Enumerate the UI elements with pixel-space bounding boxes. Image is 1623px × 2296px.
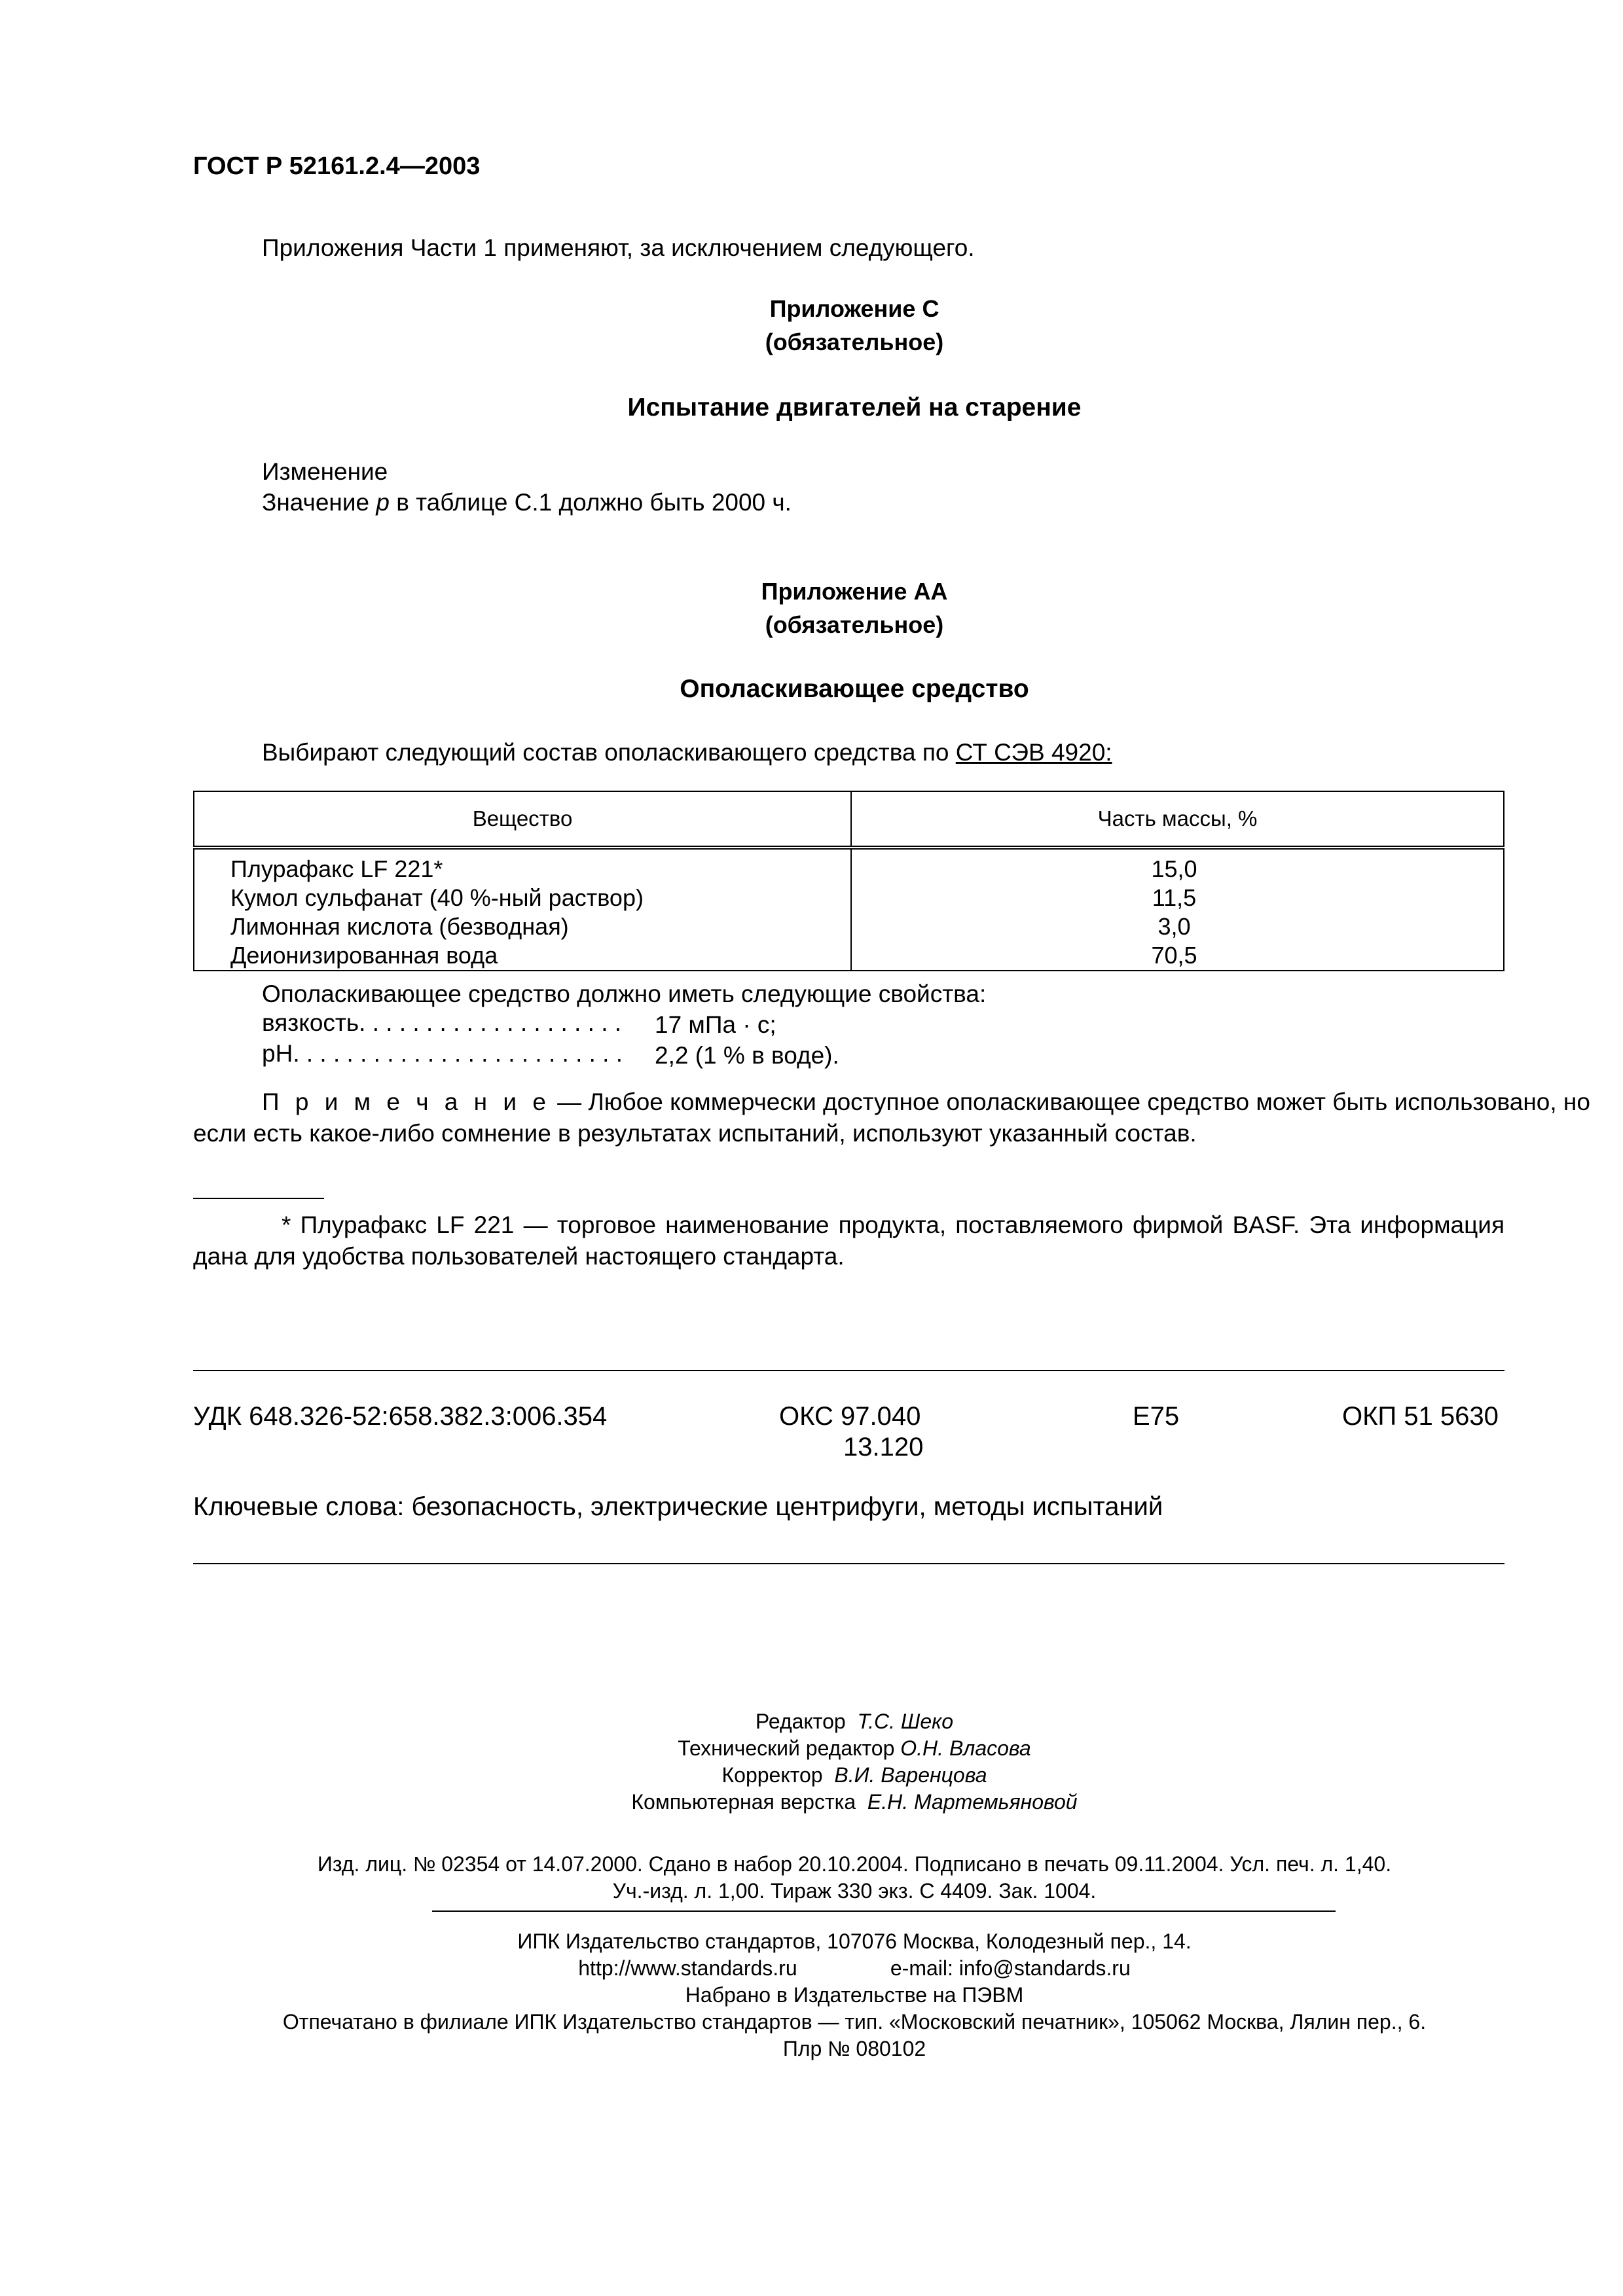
annex-c-title: Приложение C	[769, 295, 939, 322]
oks-code-2: 13.120	[843, 1433, 924, 1462]
oks-code-1: ОКС 97.040	[779, 1402, 921, 1431]
credit-label: Корректор	[721, 1763, 823, 1787]
note-label: П р и м е ч а н и е	[262, 1088, 551, 1115]
composition-table	[193, 791, 1504, 971]
mass-cell: 11,5	[851, 884, 1504, 912]
property-viscosity-value: 17 мПа · с;	[655, 1011, 776, 1038]
mass-cell: 3,0	[851, 912, 1504, 941]
credit-name: В.И. Варенцова	[834, 1763, 987, 1787]
publication-line-7: Плр № 080102	[782, 2037, 926, 2060]
table-row	[194, 848, 1504, 884]
publisher-url[interactable]: http://www.standards.ru	[578, 1956, 797, 1980]
note-line-1	[262, 1086, 1590, 1117]
property-dots: . . . . . . . . . . . . . . . . . . . . . . . . .	[293, 1040, 623, 1067]
substance-cell: Лимонная кислота (безводная)	[194, 912, 851, 941]
annex-c-status: (обязательное)	[765, 329, 944, 355]
substance-cell: Кумол сульфанат (40 %-ный раствор)	[194, 884, 851, 912]
annex-c-heading: Испытание двигателей на старение	[627, 393, 1082, 422]
credit-name: Е.Н. Мартемьяновой	[867, 1790, 1078, 1814]
substance-cell: Деионизированная вода	[194, 941, 851, 971]
table-row	[194, 912, 1504, 941]
publication-rule	[432, 1910, 1336, 1912]
biblio-bottom-rule	[193, 1563, 1504, 1564]
property-label: pH	[262, 1040, 293, 1067]
publication-line-5: Набрано в Издательстве на ПЭВМ	[685, 1983, 1024, 2007]
footnote-line-2: дана для удобства пользователей настоящего стандарта.	[193, 1243, 845, 1270]
credit-label: Компьютерная верстка	[631, 1790, 856, 1814]
change-text-before: Значение	[262, 489, 376, 516]
annex-c-change-label: Изменение	[262, 458, 388, 485]
e-code: Е75	[1133, 1402, 1180, 1431]
credit-name: Т.С. Шеко	[857, 1710, 954, 1733]
credit-name: О.Н. Власова	[900, 1736, 1031, 1760]
mass-cell: 70,5	[851, 941, 1504, 971]
footnote-line-1: * Плурафакс LF 221 — торговое наименование продукта, поставляемого фирмой BASF. Эта информация	[282, 1211, 1504, 1238]
change-variable: p	[376, 489, 390, 516]
keywords: Ключевые слова: безопасность, электрические центрифуги, методы испытаний	[193, 1492, 1163, 1521]
lead-text: Выбирают следующий состав ополаскивающего средства по	[262, 739, 956, 766]
annex-aa-status: (обязательное)	[765, 611, 944, 638]
document-code: ГОСТ Р 52161.2.4—2003	[193, 152, 481, 180]
publisher-email[interactable]: e-mail: info@standards.ru	[890, 1956, 1131, 1980]
table-row	[194, 941, 1504, 971]
annex-aa-lead	[262, 737, 1112, 768]
column-header-mass: Часть массы, %	[851, 791, 1504, 848]
publication-contacts	[0, 1955, 1623, 1982]
credit-tech-editor	[0, 1735, 1623, 1762]
note-text: — Любое коммерчески доступное ополаскивающее средство может быть использовано, но	[550, 1088, 1590, 1115]
credit-layout	[0, 1789, 1623, 1816]
table-header-row	[194, 791, 1504, 848]
mass-cell: 15,0	[851, 848, 1504, 884]
publication-line-3: ИПК Издательство стандартов, 107076 Москва, Колодезный пер., 14.	[517, 1929, 1192, 1953]
credit-label: Технический редактор	[678, 1736, 895, 1760]
credit-editor	[0, 1708, 1623, 1735]
okp-code: ОКП 51 5630	[1342, 1402, 1499, 1431]
properties-intro: Ополаскивающее средство должно иметь следующие свойства:	[262, 980, 987, 1007]
property-label: вязкость	[262, 1009, 359, 1036]
annex-aa-title: Приложение АА	[761, 578, 948, 605]
column-header-substance: Вещество	[194, 791, 851, 848]
standard-reference-link[interactable]: СТ СЭВ 4920:	[955, 739, 1112, 766]
intro-paragraph: Приложения Части 1 применяют, за исключением следующего.	[262, 234, 975, 261]
publication-line-1: Изд. лиц. № 02354 от 14.07.2000. Сдано в набор 20.10.2004. Подписано в печать 09.11.2004. Усл. печ. л. 1,40.	[317, 1852, 1392, 1876]
annex-c-change-text	[262, 487, 792, 518]
table-row	[194, 884, 1504, 912]
change-text-after: в таблице С.1 должно быть 2000 ч.	[389, 489, 792, 516]
property-viscosity	[262, 1009, 621, 1037]
property-ph	[262, 1040, 623, 1067]
annex-aa-heading: Ополаскивающее средство	[680, 675, 1029, 703]
publication-line-6: Отпечатано в филиале ИПК Издательство стандартов — тип. «Московский печатник», 105062 Москва, Лялин пер., 6.	[282, 2010, 1427, 2034]
footnote-separator	[193, 1198, 324, 1199]
substance-cell: Плурафакс LF 221*	[194, 848, 851, 884]
publication-line-2: Уч.-изд. л. 1,00. Тираж 330 экз. С 4409. Зак. 1004.	[612, 1879, 1097, 1903]
biblio-top-rule	[193, 1370, 1504, 1371]
credit-label: Редактор	[755, 1710, 846, 1733]
credit-proofreader	[0, 1762, 1623, 1789]
property-ph-value: 2,2 (1 % в воде).	[655, 1042, 839, 1069]
property-dots: . . . . . . . . . . . . . . . . . . . .	[359, 1009, 622, 1036]
udk-code: УДК 648.326-52:658.382.3:006.354	[193, 1402, 608, 1431]
note-line-2: если есть какое-либо сомнение в результатах испытаний, используют указанный состав.	[193, 1120, 1197, 1147]
